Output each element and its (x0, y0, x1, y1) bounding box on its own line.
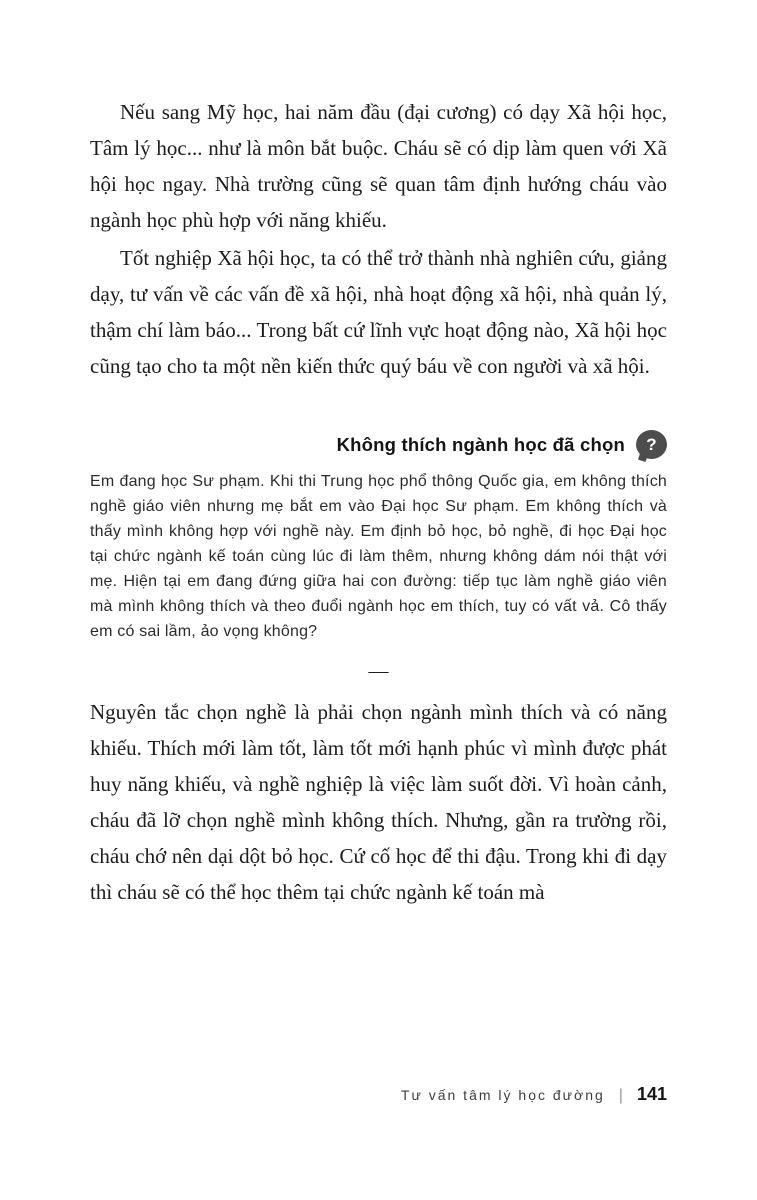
running-title: Tư vấn tâm lý học đường (400, 1087, 605, 1103)
footer-separator: | (618, 1087, 623, 1104)
page-content (90, 94, 667, 910)
body-paragraph: Tốt nghiệp Xã hội học, ta có thể trở thành nhà nghiên cứu, giảng dạy, tư vấn về các vấn đề xã hội, nhà hoạt động xã hội, nhà quản lý, thậm chí làm báo... Trong bất cứ lĩnh vực hoạt động nào, Xã hội học cũng tạo cho ta một nền kiến thức quý báu về con người và xã hội. (90, 246, 667, 378)
page-number: 141 (636, 1084, 667, 1104)
question-text: Em đang học Sư phạm. Khi thi Trung học phổ thông Quốc gia, em không thích nghề giáo viên nhưng mẹ bắt em vào Đại học Sư phạm. Em không thích và thấy mình không hợp với nghề này. Em định bỏ học, bỏ nghề, đi học Đại học tại chức ngành kế toán cùng lúc đi làm thêm, nhưng không dám nói thật với mẹ. Hiện tại em đang đứng giữa hai con đường: tiếp tục làm nghề giáo viên mà mình không thích và theo đuổi ngành học em thích, tuy có vất vả. Cô thấy em có sai lầm, ảo vọng không? (90, 473, 667, 640)
page-footer (401, 1084, 667, 1105)
question-bubble-icon (636, 430, 667, 459)
body-paragraph: Nếu sang Mỹ học, hai năm đầu (đại cương) có dạy Xã hội học, Tâm lý học... như là môn bắt buộc. Cháu sẽ có dịp làm quen với Xã hội học ngay. Nhà trường cũng sẽ quan tâm định hướng cháu vào ngành học phù hợp với năng khiếu. (90, 100, 667, 232)
question-mark-glyph: ? (646, 434, 657, 454)
section-separator: — (368, 660, 389, 682)
question-heading: Không thích ngành học đã chọn (336, 433, 625, 455)
question-heading-row (90, 430, 667, 459)
answer-paragraph: Nguyên tắc chọn nghề là phải chọn ngành mình thích và có năng khiếu. Thích mới làm tốt, làm tốt mới hạnh phúc vì mình được phát huy năng khiếu, và nghề nghiệp là việc làm suốt đời. Vì hoàn cảnh, cháu đã lỡ chọn nghề mình không thích. Nhưng, gần ra trường rồi, cháu chớ nên dại dột bỏ học. Cứ cố học để thi đậu. Trong khi đi dạy thì cháu sẽ có thể học thêm tại chức ngành kế toán mà (90, 700, 667, 904)
